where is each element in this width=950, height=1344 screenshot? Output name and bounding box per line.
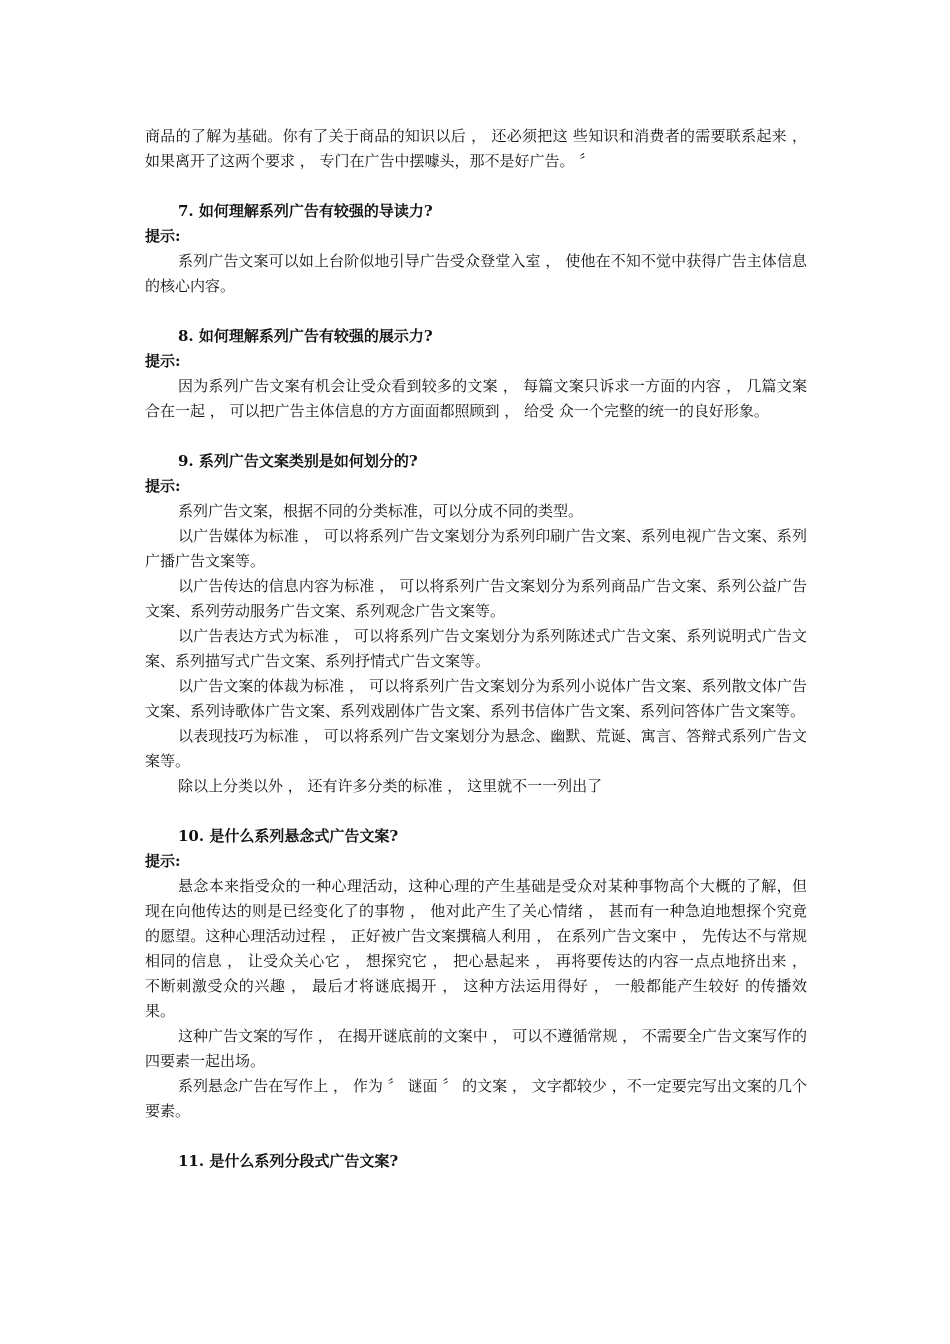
hint-label: 提示: — [145, 227, 181, 245]
hint-label: 提示: — [145, 852, 181, 870]
hint-label: 提示: — [145, 477, 181, 495]
section-11 — [145, 1149, 807, 1174]
answer-paragraph: 系列悬念广告在写作上 ， 作为 〞 谜面 〞 的文案 ， 文字都较少 ，不一定要完写出文案的几个要素。 — [145, 1077, 807, 1120]
intro-paragraph: 商品的了解为基础。你有了关于商品的知识以后 ， 还必须把这 些知识和消费者的需要联系起来 ， 如果离开了这两个要求 ， 专门在广告中摆噱头，那不是好广告。 〞 — [145, 127, 807, 170]
answer-paragraph: 以广告文案的体裁为标准 ， 可以将系列广告文案划分为系列小说体广告文案、系列散文体广告文案、系列诗歌体广告文案、系列戏剧体广告文案、系列书信体广告文案、系列问答体广告文案等。 — [145, 677, 807, 720]
question-heading: 11. 是什么系列分段式广告文案? — [178, 1152, 399, 1170]
answer-paragraph: 这种广告文案的写作 ， 在揭开谜底前的文案中 ， 可以不遵循常规 ， 不需要全广告文案写作的四要素一起出场。 — [145, 1027, 807, 1070]
question-heading: 10. 是什么系列悬念式广告文案? — [178, 827, 399, 845]
section-10 — [145, 824, 807, 1124]
answer-paragraph: 因为系列广告文案有机会让受众看到较多的文案 ， 每篇文案只诉求一方面的内容 ， 几篇文案合在一起 ， 可以把广告主体信息的方方面面都照顾到 ， 给受 众一个完整的统一的良好形象。 — [145, 377, 807, 420]
answer-paragraph: 以广告表达方式为标准 ， 可以将系列广告文案划分为系列陈述式广告文案、系列说明式广告文案、系列描写式广告文案、系列抒情式广告文案等。 — [145, 627, 807, 670]
section-8 — [145, 324, 807, 424]
question-heading: 7. 如何理解系列广告有较强的导读力? — [178, 202, 433, 220]
answer-paragraph: 除以上分类以外 ， 还有许多分类的标准 ， 这里就不一一列出了 — [178, 777, 603, 795]
answer-paragraph: 系列广告文案可以如上台阶似地引导广告受众登堂入室 ， 使他在不知不觉中获得广告主体信息的核心内容。 — [145, 252, 807, 295]
answer-paragraph: 系列广告文案，根据不同的分类标准，可以分成不同的类型。 — [178, 502, 584, 520]
section-9 — [145, 449, 807, 799]
question-heading: 8. 如何理解系列广告有较强的展示力? — [178, 327, 433, 345]
section-7 — [145, 199, 807, 299]
answer-paragraph: 悬念本来指受众的一种心理活动，这种心理的产生基础是受众对某种事物高个大概的了解，但现在向他传达的则是已经变化了的事物 ， 他对此产生了关心情绪 ， 甚而有一种急迫地想探个究竟的愿望。这种心理活动过程 ， 正好被广告文案撰稿人利用 ， 在系列广告文案中 ， 先传达不与常规相同的信息 ， 让受众关心它 ， 想探究它 ， 把心悬起来 ， 再将要传达的内容一点点地挤出来 ， 不断刺激受众的兴趣 ， 最后才将谜底揭开 ， 这种方法运用得好 ， 一般都能产生较好 的传播效果。 — [145, 877, 807, 1020]
answer-paragraph: 以广告传达的信息内容为标准 ， 可以将系列广告文案划分为系列商品广告文案、系列公益广告文案、系列劳动服务广告文案、系列观念广告文案等。 — [145, 577, 807, 620]
hint-label: 提示: — [145, 352, 181, 370]
answer-paragraph: 以表现技巧为标准 ， 可以将系列广告文案划分为悬念、幽默、荒诞、寓言、答辩式系列广告文案等。 — [145, 727, 807, 770]
answer-paragraph: 以广告媒体为标准 ， 可以将系列广告文案划分为系列印刷广告文案、系列电视广告文案、系列广播广告文案等。 — [145, 527, 807, 570]
document-body — [145, 124, 807, 1174]
question-heading: 9. 系列广告文案类别是如何划分的? — [178, 452, 418, 470]
